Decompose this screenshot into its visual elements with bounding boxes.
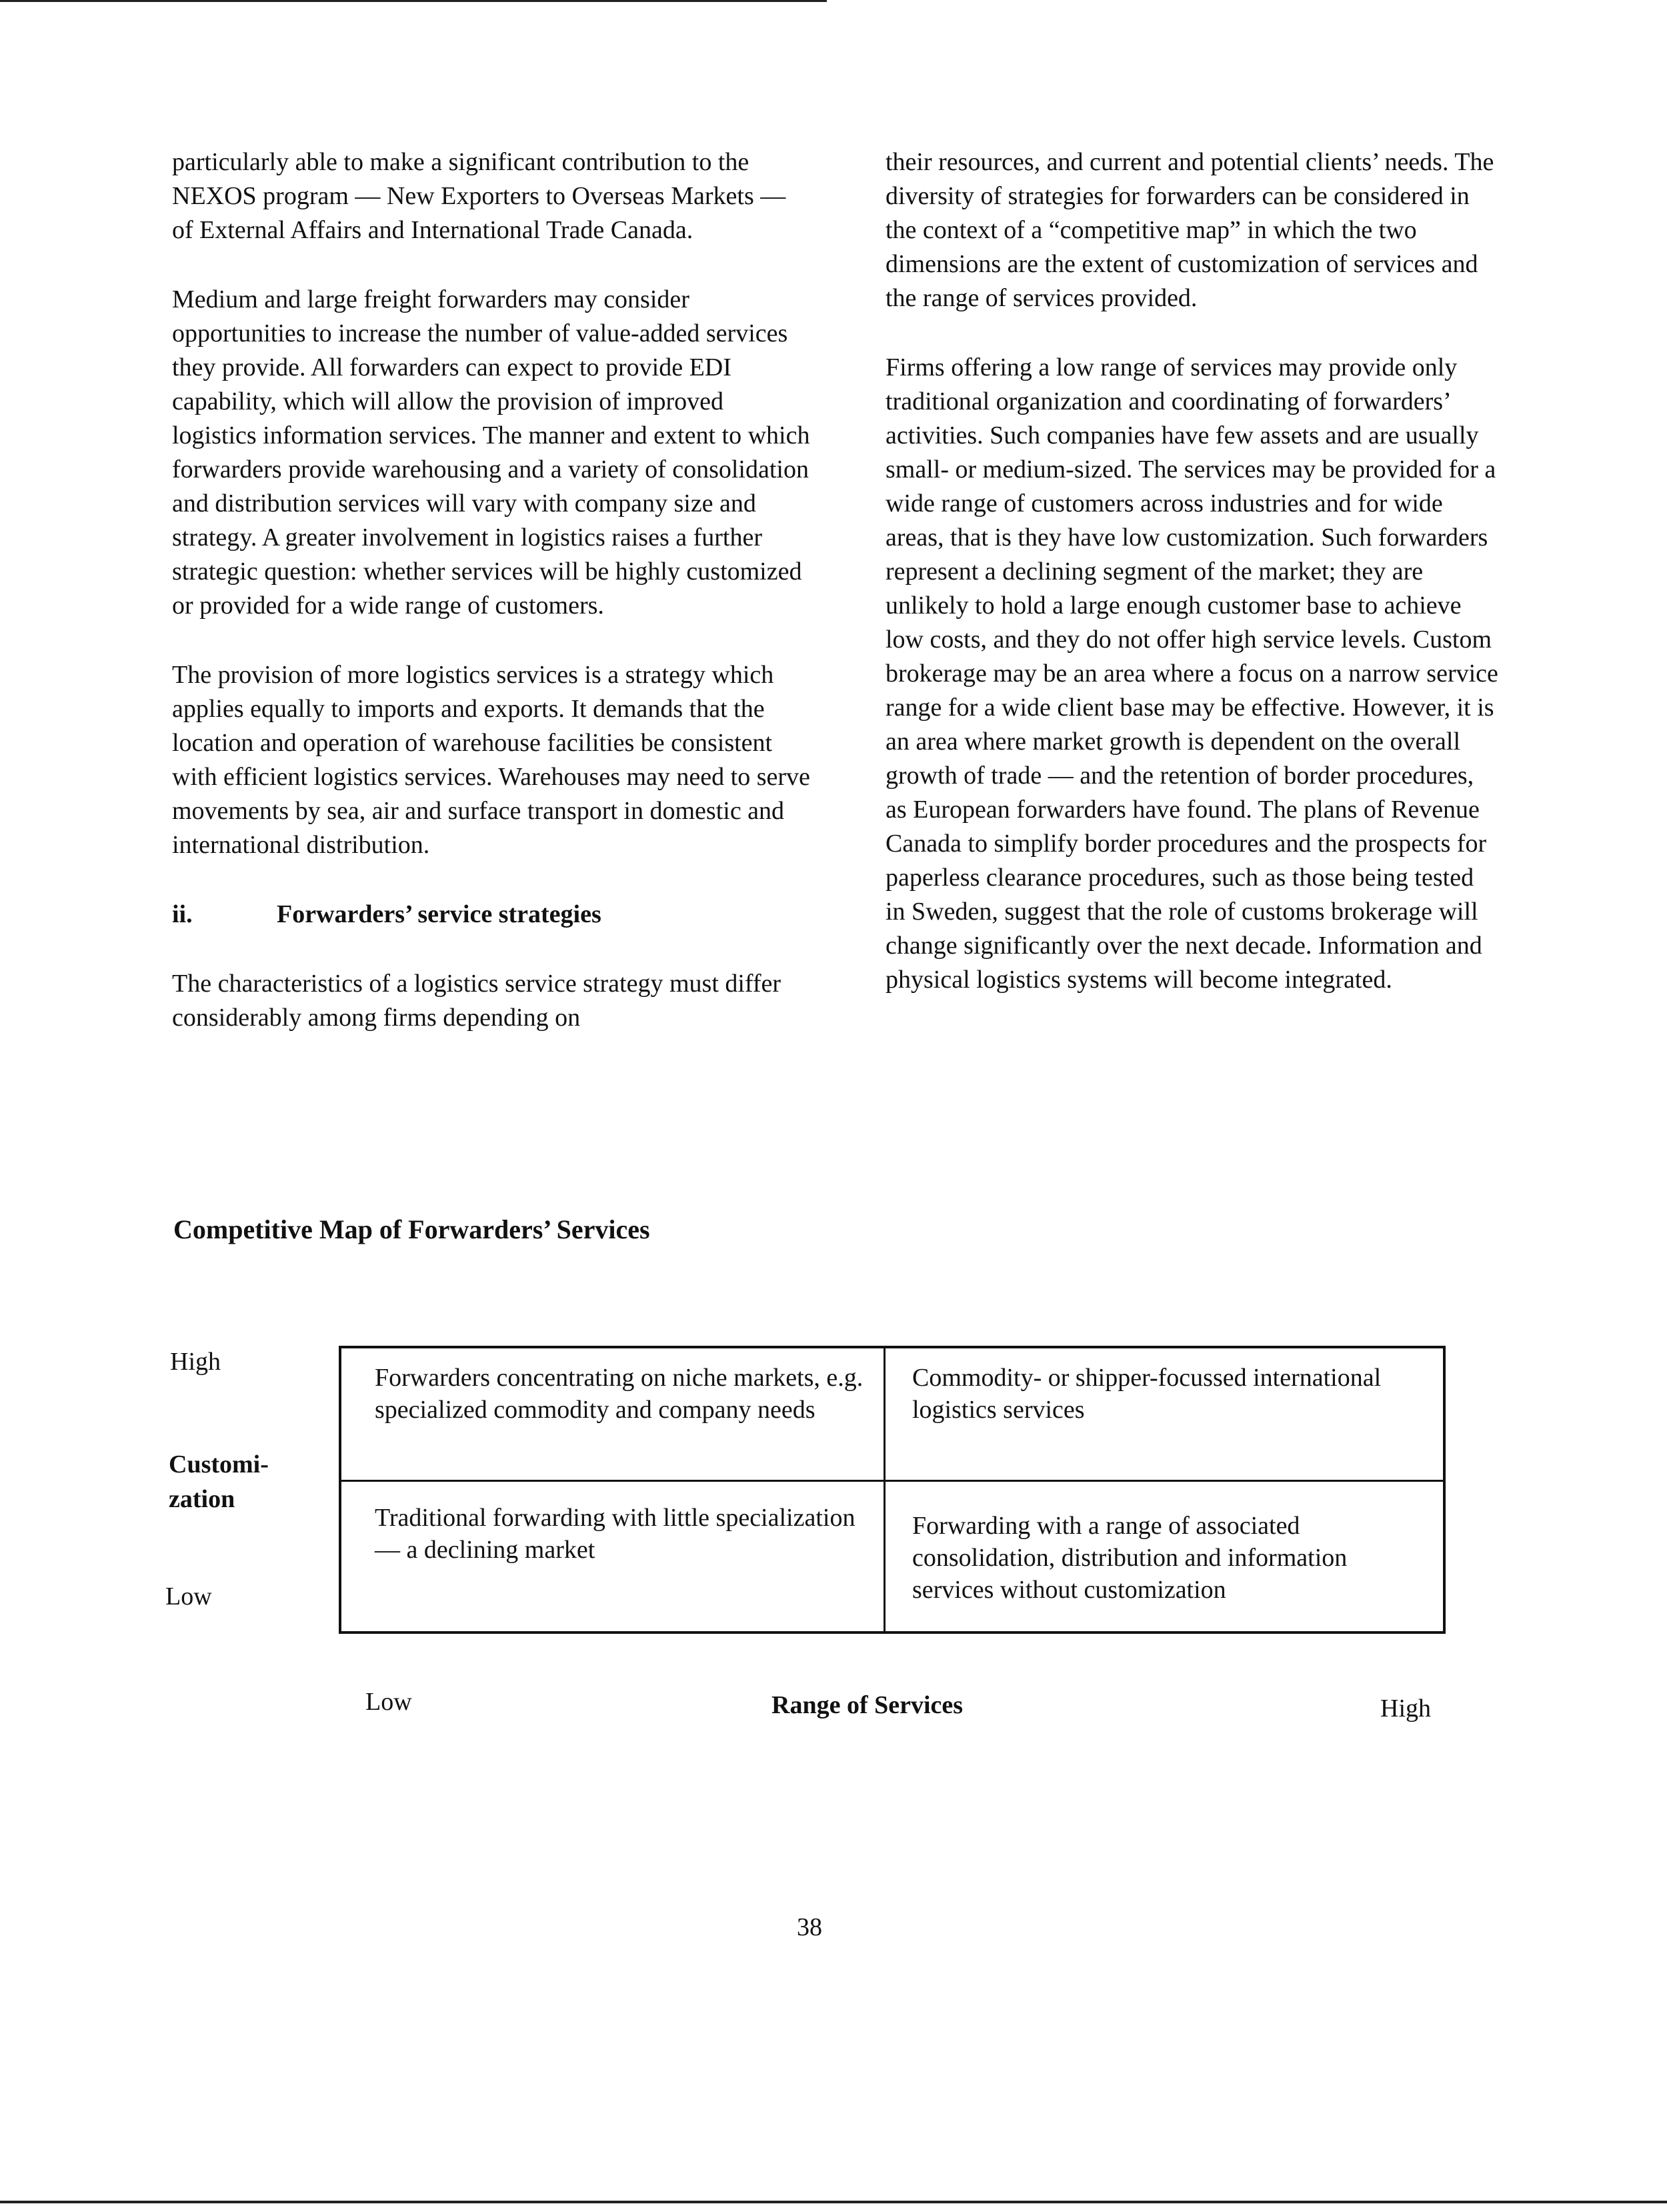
left-column <box>172 145 812 1070</box>
x-axis-high-label: High <box>1380 1695 1431 1723</box>
scan-border-top <box>0 0 827 2</box>
map-title: Competitive Map of Forwarders’ Services <box>173 1214 650 1244</box>
map-cell-top-left: Forwarders concentrating on niche markets, e.g. specialized commodity and company needs <box>341 1348 886 1482</box>
y-axis-high-label: High <box>170 1348 221 1376</box>
scan-border-bottom <box>0 2201 1667 2203</box>
competitive-map-grid <box>339 1346 1446 1634</box>
y-axis-title <box>169 1447 269 1516</box>
y-axis-low-label: Low <box>165 1582 212 1610</box>
map-cell-bottom-right: Forwarding with a range of associated consolidation, distribution and information services without customization <box>912 1512 1348 1604</box>
body-paragraph: Firms offering a low range of services may provide only traditional organization and coordinating of forwarders’ activities. Such companies have few assets and are usually small- or medium-sized. The services may be provided for a wide range of customers across industries and for wide areas, that is they have low customization. Such forwarders represent a declining segment of the market; they are unlikely to hold a large enough customer base to achieve low costs, and they do not offer high service levels. Custom brokerage may be an area where a focus on a narrow service range for a wide client base may be effective. However, it is an area where market growth is dependent on the overall growth of trade — and the retention of border procedures, as European forwarders have found. The plans of Revenue Canada to simplify border procedures and the prospects for paperless clearance procedures, such as those being tested in Sweden, suggest that the role of customs brokerage will change significantly over the next decade. Information and physical logistics systems will become integrated. <box>886 353 1498 994</box>
page-number: 38 <box>797 1913 822 1941</box>
y-axis-title-text: Customi- zation <box>169 1450 269 1513</box>
body-paragraph: The provision of more logistics services is a strategy which applies equally to imports and exports. It demands that the location and operation of warehouse facilities be consistent with efficient logistics services. Warehouses may need to serve movements by sea, air and surface transport in domestic and international distribution. <box>172 661 810 859</box>
map-cell-bottom-left: Traditional forwarding with little specialization — a declining market <box>341 1482 886 1631</box>
body-paragraph: Medium and large freight forwarders may consider opportunities to increase the number of value-added services they provide. All forwarders can expect to provide EDI capability, which will allow the provision of improved logistics information services. The manner and extent to which forwarders provide warehousing and a variety of consolidation and distribution services will vary with company size and strategy. A greater involvement in logistics raises a further strategic question: whether services will be highly customized or provided for a wide range of customers. <box>172 285 810 620</box>
body-paragraph: particularly able to make a significant contribution to the NEXOS program — New Exporters to Overseas Markets — of External Affairs and International Trade Canada. <box>172 148 786 244</box>
body-paragraph: their resources, and current and potential clients’ needs. The diversity of strategies for forwarders can be considered in the context of a “competitive map” in which the two dimensions are the extent of customization of services and the range of services provided. <box>886 148 1494 312</box>
x-axis-low-label: Low <box>365 1688 412 1716</box>
section-heading <box>172 898 812 932</box>
right-column <box>886 145 1499 1032</box>
body-paragraph: The characteristics of a logistics service strategy must differ considerably among firms depending on <box>172 970 781 1032</box>
map-cell-top-right: Commodity- or shipper-focussed international logistics services <box>886 1348 1443 1482</box>
section-title: Forwarders’ service strategies <box>277 900 601 928</box>
x-axis-title: Range of Services <box>771 1691 964 1719</box>
section-number: ii. <box>172 900 193 928</box>
